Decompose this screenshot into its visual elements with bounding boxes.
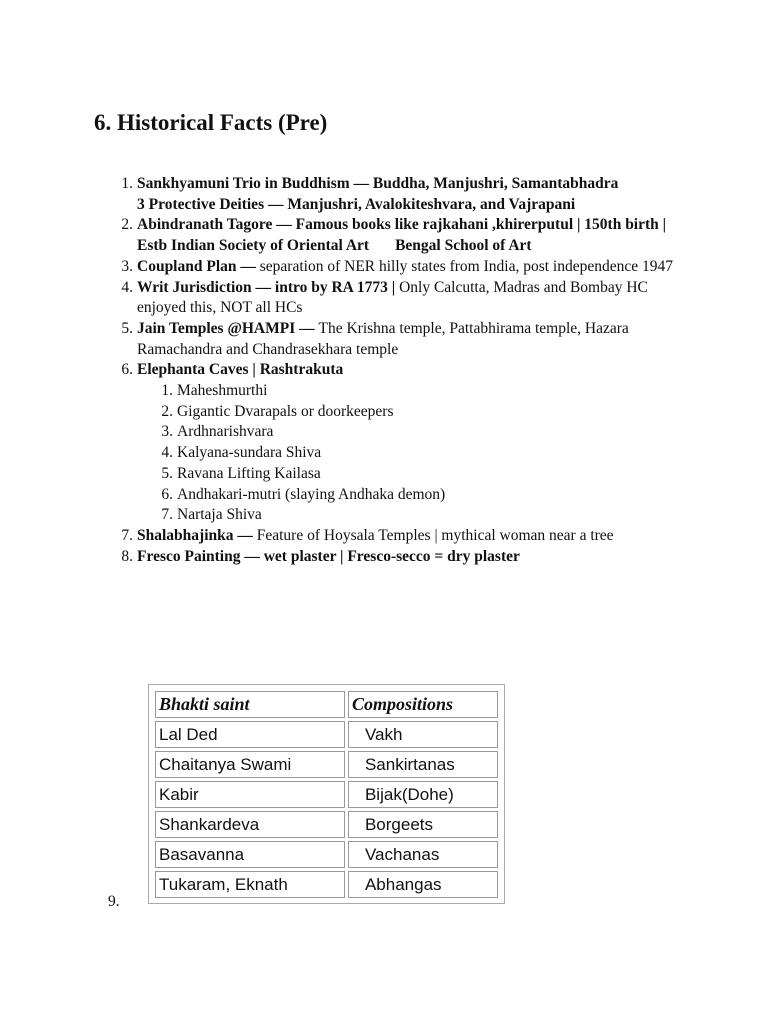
sub-item-text: Nartaja Shiva	[177, 506, 262, 524]
body-text: separation of NER hilly states from India, post independence 1947	[259, 257, 673, 275]
sub-list-item	[161, 422, 677, 443]
saint-cell: Kabir	[155, 781, 345, 808]
item-line	[137, 174, 677, 195]
composition-cell: Sankirtanas	[348, 751, 498, 778]
sub-list-item	[161, 381, 677, 402]
sub-list-item	[161, 443, 677, 464]
item-number-9: 9.	[108, 893, 120, 910]
composition-cell: Bijak(Dohe)	[348, 781, 498, 808]
sub-item-number: 5.	[161, 464, 173, 482]
composition-cell: Abhangas	[348, 871, 498, 898]
table-row	[155, 721, 498, 748]
sub-item-text: Andhakari-mutri (slaying Andhaka demon)	[177, 485, 446, 503]
sub-item-number: 7.	[161, 506, 173, 524]
bold-text: Abindranath Tagore — Famous books like rajkahani ,khirerputul | 150th birth |	[137, 216, 667, 234]
bold-text: Jain Temples @HAMPI —	[137, 319, 319, 337]
table-row	[155, 871, 498, 898]
composition-cell: Vachanas	[348, 841, 498, 868]
bold-text: Elephanta Caves | Rashtrakuta	[137, 361, 344, 379]
bold-text: Fresco Painting — wet plaster | Fresco-secco = dry plaster	[137, 547, 520, 565]
sub-item-number: 4.	[161, 444, 173, 462]
item-number: 2.	[121, 216, 133, 234]
sub-item-number: 1.	[161, 382, 173, 400]
list-item	[121, 319, 677, 360]
table-body	[155, 721, 498, 898]
item-line	[137, 360, 677, 381]
list-item	[121, 547, 677, 568]
sub-list-item	[161, 464, 677, 485]
header-bhakti-saint: Bhakti saint	[155, 691, 345, 718]
sub-item-text: Maheshmurthi	[177, 382, 268, 400]
saint-cell: Chaitanya Swami	[155, 751, 345, 778]
list-item	[121, 257, 677, 278]
bold-text: Writ Jurisdiction — intro by RA 1773 |	[137, 278, 400, 296]
sub-item-number: 3.	[161, 423, 173, 441]
list-item	[121, 360, 677, 526]
composition-cell: Borgeets	[348, 811, 498, 838]
composition-cell: Vakh	[348, 721, 498, 748]
list-item	[121, 526, 677, 547]
facts-list	[121, 174, 677, 567]
bold-text: Bengal School of Art	[395, 237, 532, 255]
sub-item-text: Gigantic Dvarapals or doorkeepers	[177, 402, 394, 420]
list-item	[121, 278, 677, 319]
saint-cell: Basavanna	[155, 841, 345, 868]
sub-item-number: 6.	[161, 485, 173, 503]
item-line	[137, 547, 677, 568]
table-row	[155, 811, 498, 838]
body-text: Feature of Hoysala Temples | mythical woman near a tree	[256, 526, 614, 544]
sub-list-item	[161, 485, 677, 506]
bold-text: Coupland Plan —	[137, 257, 260, 275]
bold-text: 3 Protective Deities — Manjushri, Avalokiteshvara, and Vajrapani	[137, 195, 576, 213]
table-header-row	[155, 691, 498, 718]
header-compositions: Compositions	[348, 691, 498, 718]
body-text: Only Calcutta, Madras and Bombay HC enjoyed this, NOT all HCs	[137, 278, 648, 317]
item-line	[137, 526, 677, 547]
table-row	[155, 781, 498, 808]
sub-list-item	[161, 505, 677, 526]
sub-item-text: Ardhnarishvara	[177, 423, 274, 441]
saint-cell: Tukaram, Eknath	[155, 871, 345, 898]
sub-item-text: Ravana Lifting Kailasa	[177, 464, 321, 482]
body-text: The Krishna temple, Pattabhirama temple, Hazara Ramachandra and Chandrasekhara temple	[137, 319, 629, 358]
bhakti-table-image	[148, 684, 505, 904]
bold-text: Estb Indian Society of Oriental Art	[137, 237, 370, 255]
sub-list-item	[161, 402, 677, 423]
item-number: 4.	[121, 278, 133, 296]
list-item	[121, 215, 677, 256]
bold-text: Sankhyamuni Trio in Buddhism — Buddha, Manjushri, Samantabhadra	[137, 175, 619, 192]
item-number: 6.	[121, 361, 133, 379]
item-line	[137, 236, 677, 257]
saint-cell: Shankardeva	[155, 811, 345, 838]
table-row	[155, 841, 498, 868]
bold-text: Shalabhajinka —	[137, 526, 257, 544]
item-line	[137, 195, 677, 216]
item-number: 5.	[121, 319, 133, 337]
item-number: 7.	[121, 526, 133, 544]
item-line	[137, 257, 677, 278]
item-number: 3.	[121, 257, 133, 275]
item-number: 1.	[121, 175, 133, 192]
saint-cell: Lal Ded	[155, 721, 345, 748]
item-line	[137, 278, 677, 319]
item-number: 8.	[121, 547, 133, 565]
table-row	[155, 751, 498, 778]
bhakti-saints-table	[152, 688, 501, 901]
page-title: 6. Historical Facts (Pre)	[94, 110, 328, 135]
list-item	[121, 174, 677, 215]
item-line	[137, 215, 677, 236]
item-line	[137, 319, 677, 360]
sub-item-number: 2.	[161, 402, 173, 420]
sub-item-text: Kalyana-sundara Shiva	[177, 444, 322, 462]
